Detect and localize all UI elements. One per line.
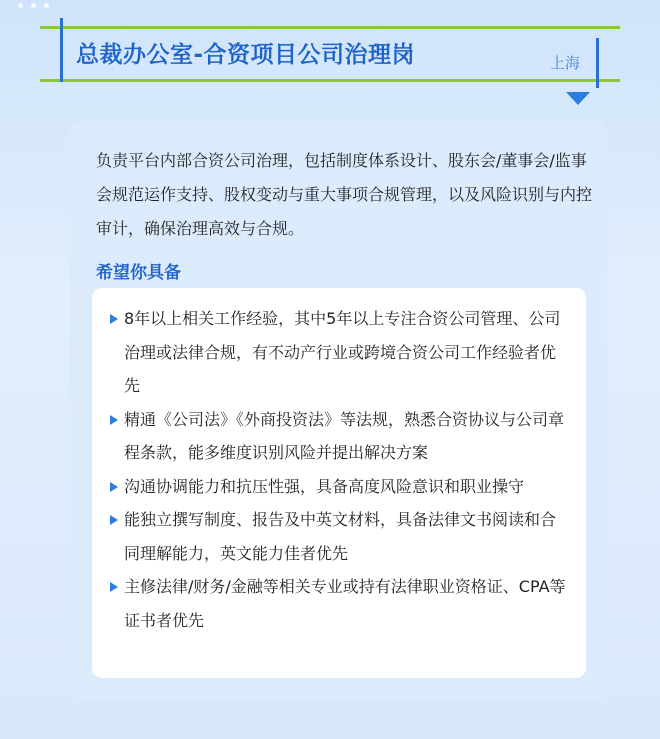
requirements-list — [92, 288, 586, 637]
header-bottom-line — [40, 79, 620, 82]
requirement-text: 精通《公司法》《外商投资法》等法规，熟悉合资协议与公司章程条款，能多维度识别风险并提出解决方案 — [124, 409, 565, 462]
requirement-item — [110, 570, 568, 637]
job-description-card — [70, 120, 607, 700]
job-header — [40, 0, 620, 110]
header-left-bar — [60, 18, 63, 82]
job-intro-text: 负责平台内部合资公司治理，包括制度体系设计、股东会/董事会/监事会规范运作支持、股权变动与重大事项合规管理，以及风险识别与内控审计，确保治理高效与合规。 — [96, 151, 593, 238]
requirement-item — [110, 503, 568, 570]
requirements-heading: 希望你具备 — [96, 263, 181, 283]
requirement-item — [110, 302, 568, 403]
job-location: 上海 — [550, 54, 581, 72]
requirement-text: 主修法律/财务/金融等相关专业或持有法律职业资格证、CPA等证书者优先 — [124, 577, 566, 630]
down-triangle-icon — [566, 92, 590, 105]
right-triangle-icon — [110, 482, 118, 492]
header-right-bar — [596, 38, 599, 88]
requirements-box — [92, 288, 586, 678]
job-title: 总裁办公室-合资项目公司治理岗 — [76, 42, 416, 68]
requirement-item — [110, 470, 568, 504]
right-triangle-icon — [110, 515, 118, 525]
right-triangle-icon — [110, 582, 118, 592]
right-triangle-icon — [110, 415, 118, 425]
requirement-item — [110, 403, 568, 470]
right-triangle-icon — [110, 314, 118, 324]
requirement-text: 沟通协调能力和抗压性强，具备高度风险意识和职业操守 — [124, 476, 525, 496]
requirement-text: 8年以上相关工作经验，其中5年以上专注合资公司管理、公司治理或法律合规，有不动产行业或跨境合资公司工作经验者优先 — [124, 309, 561, 395]
requirement-text: 能独立撰写制度、报告及中英文材料，具备法律文书阅读和合同理解能力，英文能力佳者优先 — [124, 510, 557, 563]
header-top-line — [40, 26, 620, 29]
